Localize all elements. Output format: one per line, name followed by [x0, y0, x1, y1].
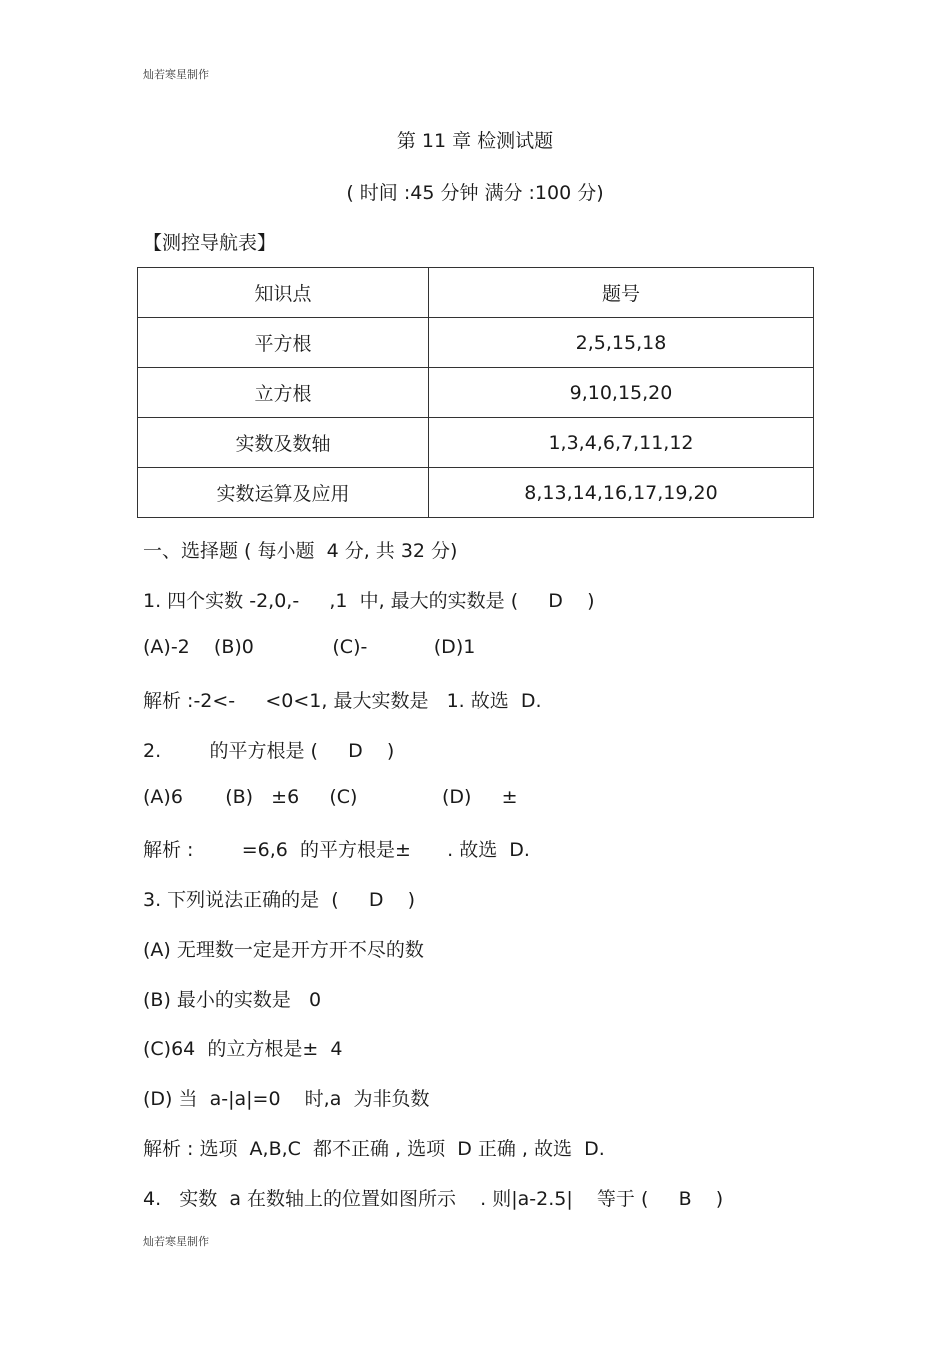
section-heading: 一、选择题 ( 每小题 4 分, 共 32 分)	[143, 540, 458, 562]
option-line: (A)-2 (B)0 (C)- (D)1	[143, 636, 476, 658]
question-line: 4. 实数 a 在数轴上的位置如图所示 . 则|a-2.5| 等于 ( B )	[143, 1188, 724, 1210]
option-line: (B) 最小的实数是 0	[143, 989, 322, 1011]
footer-watermark: 灿若寒星制作	[143, 1235, 209, 1248]
table-cell: 实数运算及应用	[138, 468, 429, 518]
table-cell: 8,13,14,16,17,19,20	[429, 468, 814, 518]
table-cell: 立方根	[138, 368, 429, 418]
question-line: 1. 四个实数 -2,0,- ,1 中, 最大的实数是 ( D )	[143, 590, 595, 612]
header-watermark: 灿若寒星制作	[143, 68, 209, 81]
table-header-cell: 题号	[429, 268, 814, 318]
solution-line: 解析 : 选项 A,B,C 都不正确 , 选项 D 正确 , 故选 D.	[143, 1138, 605, 1160]
table-row	[138, 368, 814, 418]
option-line: (A) 无理数一定是开方开不尽的数	[143, 939, 424, 961]
table-cell: 9,10,15,20	[429, 368, 814, 418]
solution-line: 解析 :-2<- <0<1, 最大实数是 1. 故选 D.	[143, 690, 542, 712]
table-header-cell: 知识点	[138, 268, 429, 318]
table-caption: 【测控导航表】	[143, 232, 277, 254]
page-title: 第 11 章 检测试题	[396, 130, 554, 152]
table-header-row	[138, 268, 814, 318]
navigation-table	[137, 267, 814, 518]
table-cell: 2,5,15,18	[429, 318, 814, 368]
table-row	[138, 418, 814, 468]
table-row	[138, 468, 814, 518]
option-line: (A)6 (B) ±6 (C) (D) ±	[143, 786, 518, 808]
table-row	[138, 318, 814, 368]
table-cell: 平方根	[138, 318, 429, 368]
option-line: (C)64 的立方根是± 4	[143, 1038, 343, 1060]
question-line: 3. 下列说法正确的是 ( D )	[143, 889, 416, 911]
page-subtitle: ( 时间 :45 分钟 满分 :100 分)	[346, 182, 604, 204]
question-line: 2. 的平方根是 ( D )	[143, 740, 395, 762]
table-cell: 实数及数轴	[138, 418, 429, 468]
solution-line: 解析 : =6,6 的平方根是± . 故选 D.	[143, 839, 530, 861]
option-line: (D) 当 a-|a|=0 时,a 为非负数	[143, 1088, 430, 1110]
table-cell: 1,3,4,6,7,11,12	[429, 418, 814, 468]
